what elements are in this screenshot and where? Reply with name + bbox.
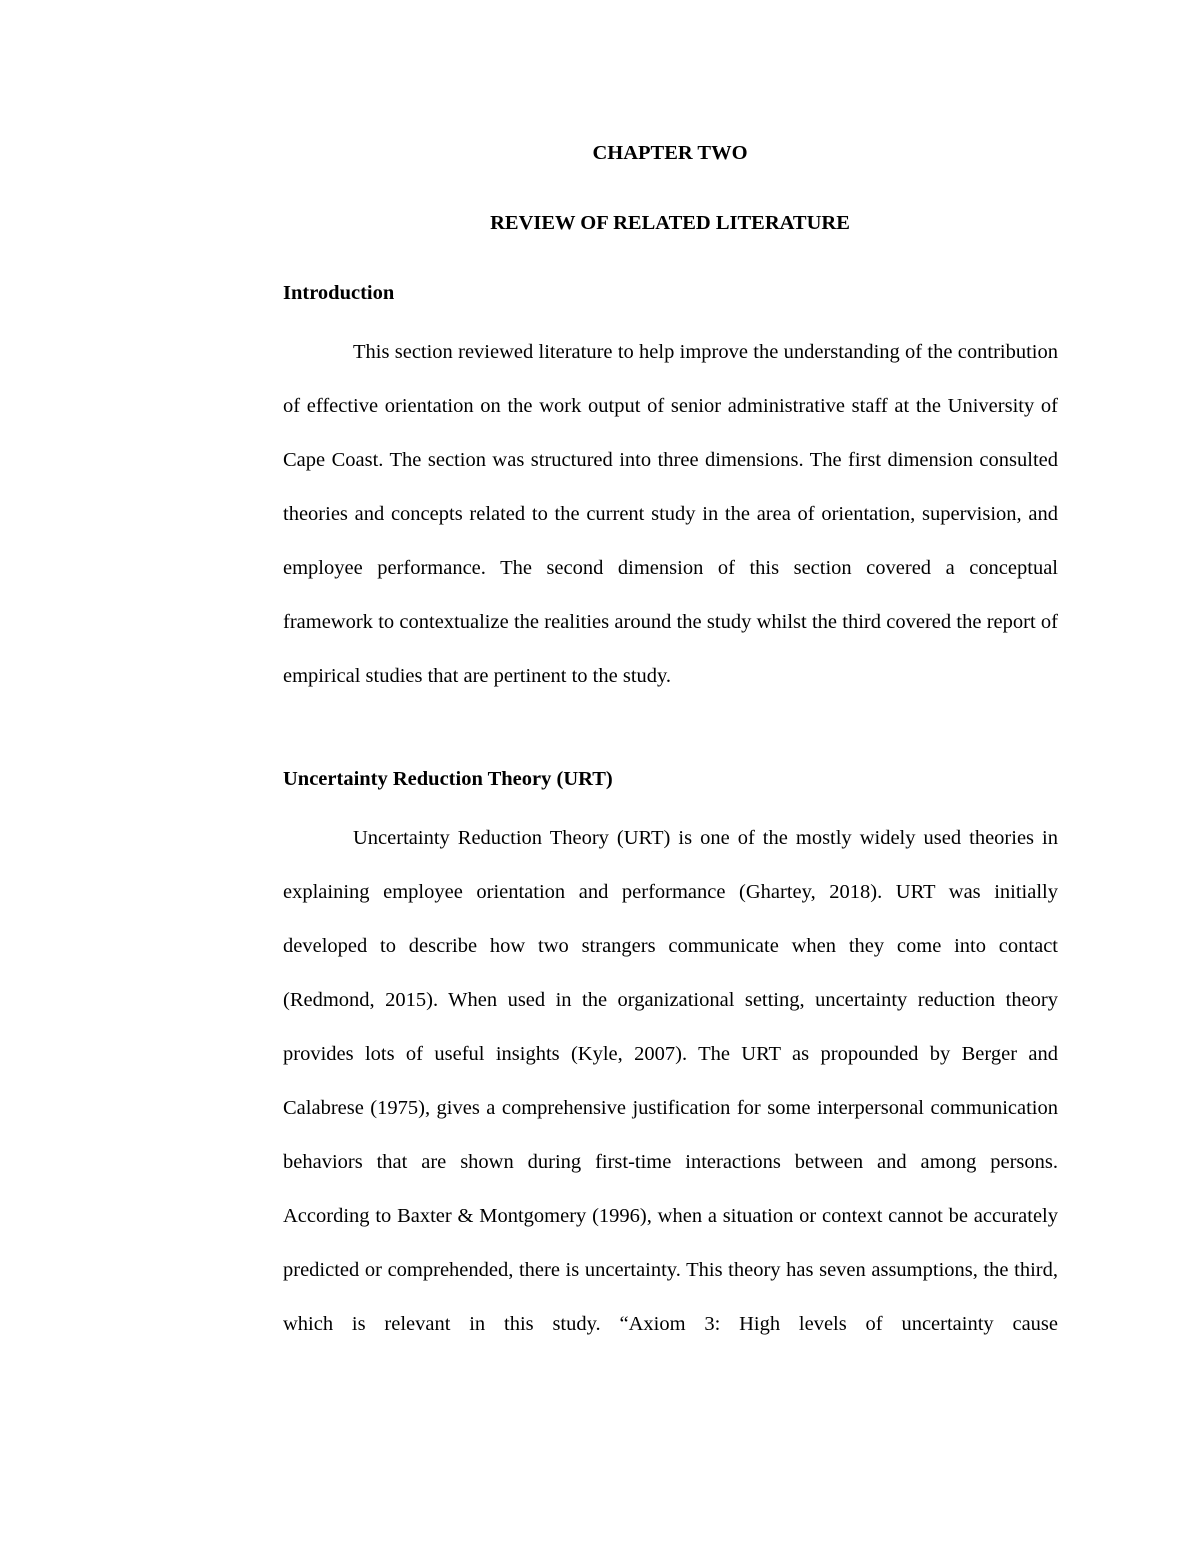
urt-heading: Uncertainty Reduction Theory (URT) (283, 768, 613, 790)
introduction-paragraph: This section reviewed literature to help improve the understanding of the contribution of effective orientation on the work output of senior administrative staff at the University of Cape Coast. The section was structured into three dimensions. The first dimension consulted theories and concepts related to the current study in the area of orientation, supervision, and employee performance. The second dimension of this section covered a conceptual framework to contextualize the realities around the study whilst the third covered the report of empirical studies that are pertinent to the study. (283, 341, 1058, 687)
urt-paragraph: Uncertainty Reduction Theory (URT) is one of the mostly widely used theories in explaining employee orientation and performance (Ghartey, 2018). URT was initially developed to describe how two strangers communicate when they come into contact (Redmond, 2015). When used in the organizational setting, uncertainty reduction theory provides lots of useful insights (Kyle, 2007). The URT as propounded by Berger and Calabrese (1975), gives a comprehensive justification for some interpersonal communication behaviors that are shown during first-time interactions between and among persons. According to Baxter & Montgomery (1996), when a situation or context cannot be accurately predicted or comprehended, there is uncertainty. This theory has seven assumptions, the third, which is relevant in this study. “Axiom 3: High levels of uncertainty cause (283, 827, 1058, 1335)
chapter-title: CHAPTER TWO (592, 142, 748, 164)
section-title: REVIEW OF RELATED LITERATURE (490, 212, 850, 234)
introduction-heading: Introduction (283, 282, 395, 304)
